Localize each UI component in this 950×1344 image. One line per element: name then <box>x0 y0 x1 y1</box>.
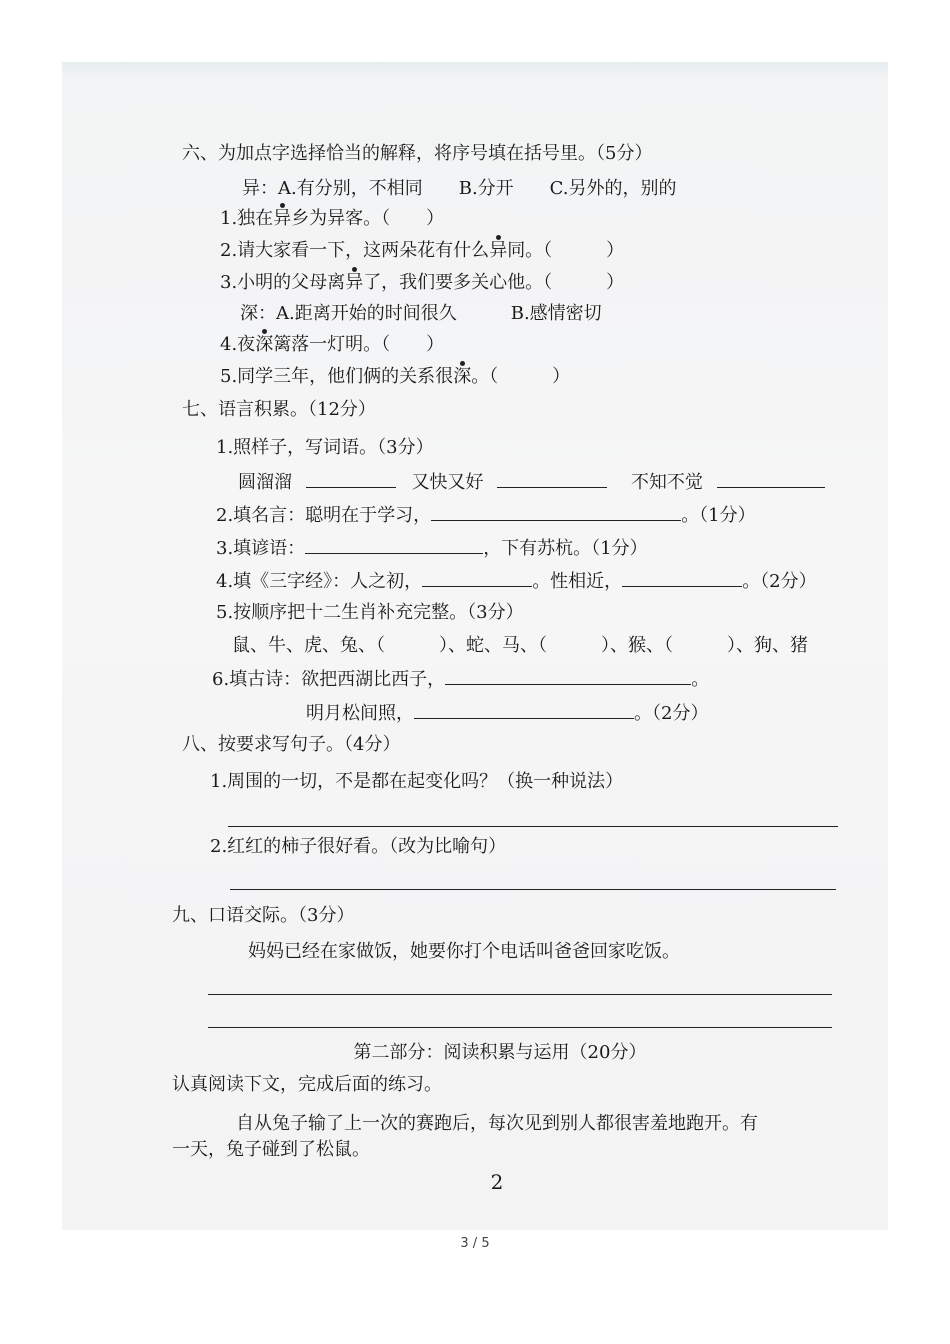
passage-line-2: 一天，兔子碰到了松鼠。 <box>172 1139 370 1160</box>
s7-q1-title: 1.照样子，写词语。（3分） <box>216 437 434 458</box>
answer-blank[interactable] <box>445 666 691 685</box>
q-text: 1.独在 <box>220 208 274 229</box>
q-text: 乡为异客。（ ） <box>291 208 445 229</box>
zodiac-line: 鼠、牛、虎、兔、（ ）、蛇、马、（ ）、猴、（ ）、狗、猪 <box>232 635 808 656</box>
section-6-title: 六、为加点字选择恰当的解释，将序号填在括号里。（5分） <box>182 143 653 164</box>
answer-blank[interactable] <box>305 535 483 554</box>
sheet-page-number: 2 <box>490 1170 504 1194</box>
answer-line[interactable] <box>208 994 832 995</box>
q-text: ，下有苏杭。（1分） <box>483 538 648 559</box>
s7-question-6 <box>212 666 709 692</box>
s6-question-2 <box>220 239 624 263</box>
answer-blank[interactable] <box>306 469 396 488</box>
q-text: 。（1分） <box>681 505 756 526</box>
answer-blank[interactable] <box>414 700 634 719</box>
q-text: 。性相近， <box>532 571 623 592</box>
answer-line[interactable] <box>208 1027 832 1028</box>
answer-line[interactable] <box>230 889 836 890</box>
answer-line[interactable] <box>228 826 838 827</box>
example-word: 不知不觉 <box>630 472 703 493</box>
s7-q1-words <box>238 469 825 495</box>
sheet-edge <box>62 62 888 80</box>
answer-blank[interactable] <box>497 469 607 488</box>
s9-prompt: 妈妈已经在家做饭，她要你打个电话叫爸爸回家吃饭。 <box>248 941 680 962</box>
dotted-char: 深 <box>453 366 472 387</box>
q-text: 。（2分） <box>742 571 817 592</box>
q-text: 2.填名言：聪明在于学习， <box>216 505 432 526</box>
yi-definitions: 异：A.有分别，不相同 B.分开 C.另外的，别的 <box>242 178 677 199</box>
shen-definitions: 深：A.距离开始的时间很久 B.感情密切 <box>240 303 602 324</box>
example-word: 圆溜溜 <box>238 472 292 493</box>
answer-blank[interactable] <box>717 469 825 488</box>
answer-blank[interactable] <box>431 502 681 521</box>
s7-question-3 <box>216 535 648 561</box>
section-7-title: 七、语言积累。（12分） <box>182 399 376 420</box>
q-text: 3.小明的父母离 <box>220 272 346 293</box>
s7-q5-title: 5.按顺序把十二生肖补充完整。（3分） <box>216 602 524 623</box>
q-text: 3.填谚语： <box>216 538 306 559</box>
section-9-title: 九、口语交际。（3分） <box>172 905 355 926</box>
example-word: 又快又好 <box>411 472 484 493</box>
q-text: 同。（ ） <box>507 240 625 261</box>
part2-instruction: 认真阅读下文，完成后面的练习。 <box>172 1074 442 1095</box>
q-text: 4.填《三字经》：人之初， <box>216 571 423 592</box>
q-text: 5.同学三年，他们俩的关系很 <box>220 366 454 387</box>
s6-question-5 <box>220 365 570 389</box>
q-text: 。（ ） <box>471 366 571 387</box>
s7-question-6b <box>306 700 708 726</box>
dotted-char: 异 <box>273 208 292 229</box>
q-text: 。 <box>691 669 710 690</box>
s8-question-1: 1.周围的一切，不是都在起变化吗？（换一种说法） <box>210 771 624 792</box>
q-text: 篱落一灯明。（ ） <box>273 334 445 355</box>
answer-blank[interactable] <box>422 568 532 587</box>
q-text: 。（2分） <box>634 703 709 724</box>
s7-question-4 <box>216 568 817 594</box>
s8-question-2: 2.红红的柿子很好看。（改为比喻句） <box>210 836 507 857</box>
q-text: 了，我们要多关心他。（ ） <box>363 272 625 293</box>
q-text: 明月松间照， <box>306 703 414 724</box>
s6-question-3 <box>220 271 624 295</box>
q-text: 2.请大家看一下，这两朵花有什么 <box>220 240 490 261</box>
q-text: 4.夜 <box>220 334 256 355</box>
section-8-title: 八、按要求写句子。（4分） <box>182 734 401 755</box>
dotted-char: 异 <box>345 272 364 293</box>
q-text: 6.填古诗：欲把西湖比西子， <box>212 669 446 690</box>
s6-question-4 <box>220 333 444 357</box>
s6-question-1 <box>220 207 444 231</box>
s7-question-2 <box>216 502 756 528</box>
part2-title: 第二部分：阅读积累与运用（20分） <box>353 1042 647 1063</box>
answer-blank[interactable] <box>622 568 742 587</box>
passage-line-1: 自从兔子输了上一次的赛跑后，每次见到别人都很害羞地跑开。有 <box>236 1113 758 1134</box>
dotted-char: 异 <box>489 240 508 261</box>
dotted-char: 深 <box>255 334 274 355</box>
viewer-page-indicator: 3 / 5 <box>460 1236 490 1251</box>
